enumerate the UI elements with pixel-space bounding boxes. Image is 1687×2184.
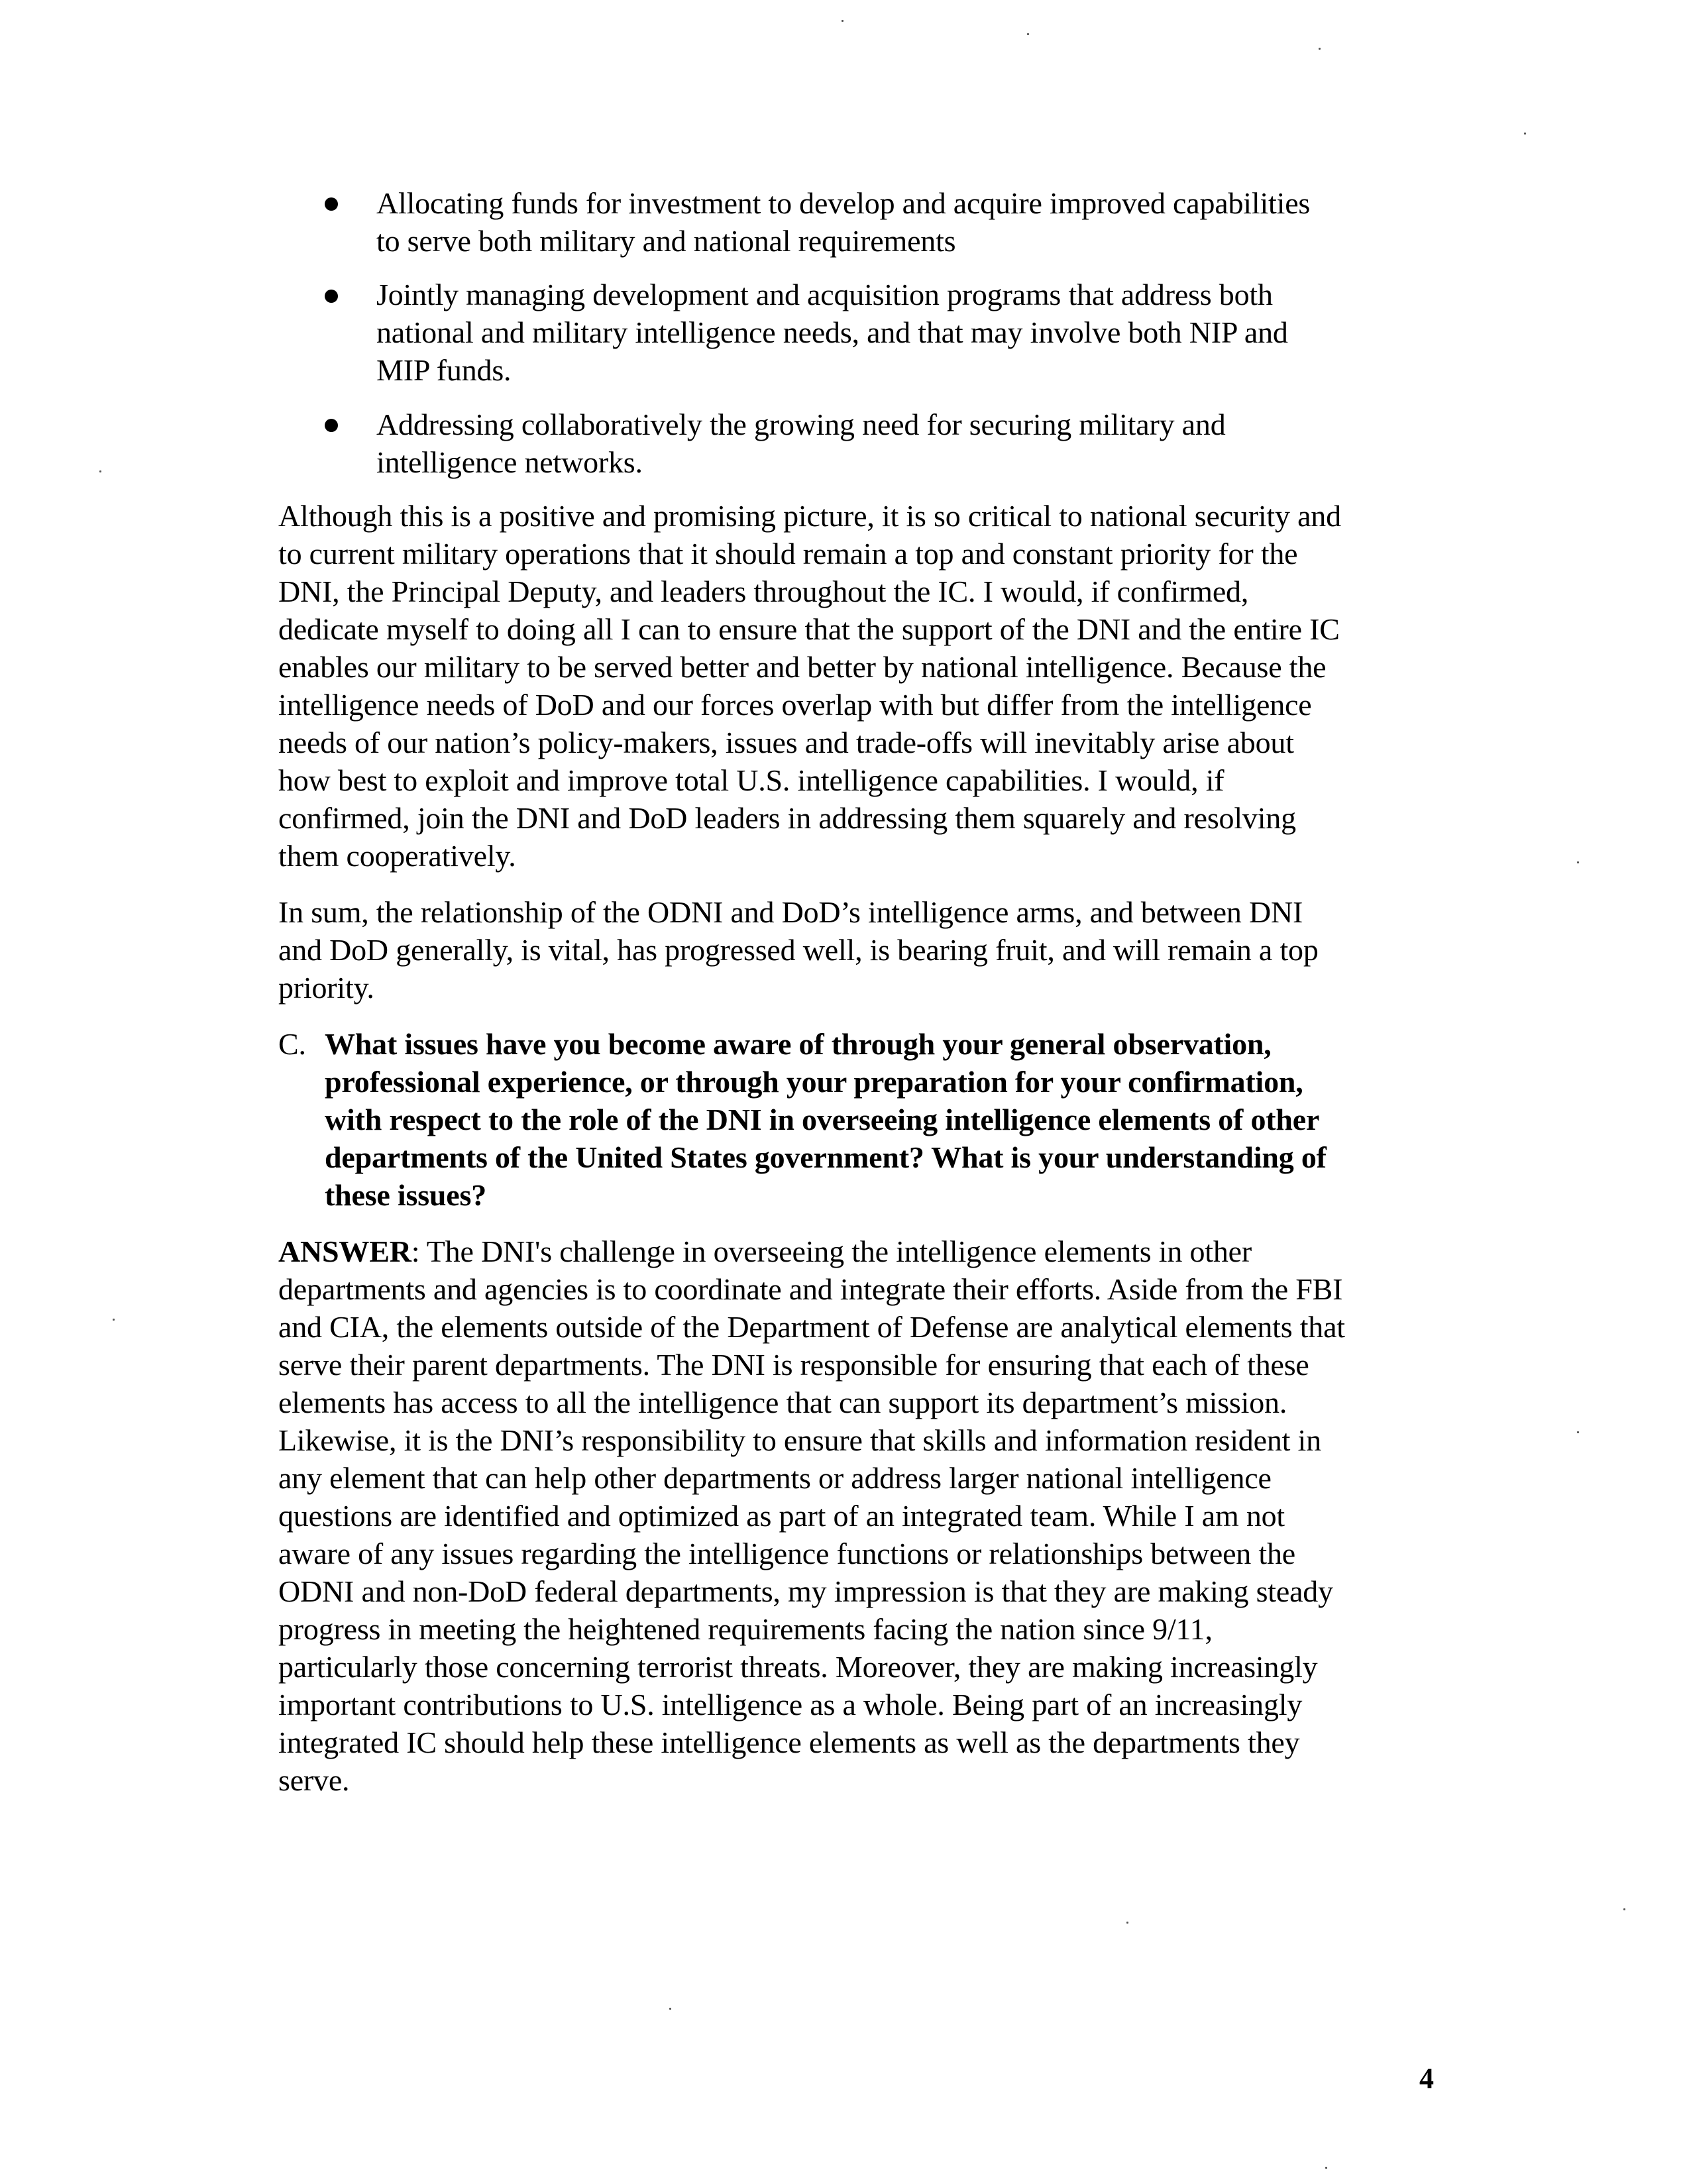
scan-speck (1524, 133, 1526, 135)
answer-first-line (278, 1232, 1252, 1270)
scan-speck (1577, 1431, 1579, 1433)
question-text-line: departments of the United States government? What is your understanding of (325, 1140, 1327, 1174)
paragraph-line: DNI, the Principal Deputy, and leaders throughout the IC. I would, if confirmed, (278, 574, 1249, 608)
question-text-line: What issues have you become aware of through your general observation, (325, 1027, 1272, 1061)
paragraph-line: to current military operations that it should remain a top and constant priority for the (278, 537, 1298, 571)
answer-text-line: Likewise, it is the DNI’s responsibility to ensure that skills and information resident in (278, 1423, 1321, 1457)
paragraph-line: In sum, the relationship of the ODNI and DoD’s intelligence arms, and between DNI (278, 895, 1303, 929)
paragraph-line: enables our military to be served better and better by national intelligence. Because the (278, 650, 1327, 684)
answer-text-line: particularly those concerning terrorist threats. Moreover, they are making increasingly (278, 1650, 1318, 1684)
bullet-text-line: Addressing collaboratively the growing need for securing military and (376, 408, 1226, 441)
bullet-icon (325, 419, 338, 432)
bullet-icon (325, 290, 338, 303)
answer-text-line: serve. (278, 1763, 350, 1797)
paragraph-line: how best to exploit and improve total U.S. intelligence capabilities. I would, if (278, 763, 1224, 797)
answer-text: : The DNI's challenge in overseeing the intelligence elements in other (411, 1234, 1252, 1268)
scan-speck (1027, 33, 1029, 35)
scan-speck (1577, 861, 1579, 863)
paragraph-line: dedicate myself to doing all I can to ensure that the support of the DNI and the entire IC (278, 612, 1340, 646)
page-number: 4 (1419, 2062, 1434, 2095)
answer-text-line: aware of any issues regarding the intelligence functions or relationships between the (278, 1537, 1295, 1570)
bullet-text-line: to serve both military and national requirements (376, 224, 956, 258)
answer-text-line: serve their parent departments. The DNI is responsible for ensuring that each of these (278, 1348, 1309, 1382)
paragraph-line: priority. (278, 971, 374, 1005)
answer-text-line: important contributions to U.S. intelligence as a whole. Being part of an increasingly (278, 1688, 1303, 1721)
question-text-line: with respect to the role of the DNI in overseeing intelligence elements of other (325, 1103, 1320, 1136)
paragraph-line: needs of our nation’s policy-makers, issues and trade-offs will inevitably arise about (278, 726, 1294, 759)
paragraph-line: confirmed, join the DNI and DoD leaders in addressing them squarely and resolving (278, 801, 1296, 835)
scan-speck (1319, 48, 1321, 50)
paragraph-line: Although this is a positive and promising picture, it is so critical to national security and (278, 499, 1341, 533)
scan-speck (1623, 1908, 1625, 1910)
bullet-text-line: intelligence networks. (376, 445, 643, 479)
bullet-text-line: Allocating funds for investment to develop and acquire improved capabilities (376, 186, 1311, 220)
scan-speck (1126, 1922, 1128, 1924)
answer-text-line: progress in meeting the heightened requirements facing the nation since 9/11, (278, 1612, 1213, 1646)
answer-label: ANSWER (278, 1234, 411, 1268)
bullet-text-line: MIP funds. (376, 353, 512, 387)
bullet-icon (325, 197, 338, 211)
question-label: C. (278, 1027, 306, 1061)
question-text-line: these issues? (325, 1178, 487, 1212)
paragraph-line: and DoD generally, is vital, has progressed well, is bearing fruit, and will remain a top (278, 933, 1319, 967)
answer-text-line: ODNI and non-DoD federal departments, my impression is that they are making steady (278, 1574, 1333, 1608)
scan-speck (1325, 2167, 1327, 2169)
paragraph-line: intelligence needs of DoD and our forces overlap with but differ from the intelligence (278, 688, 1312, 722)
paragraph-line: them cooperatively. (278, 839, 516, 873)
answer-text-line: any element that can help other departments or address larger national intelligence (278, 1461, 1272, 1495)
question-text-line: professional experience, or through your preparation for your confirmation, (325, 1065, 1303, 1099)
answer-text-line: questions are identified and optimized as part of an integrated team. While I am not (278, 1499, 1285, 1533)
answer-text-line: departments and agencies is to coordinate and integrate their efforts. Aside from the FBI (278, 1272, 1343, 1306)
bullet-text-line: Jointly managing development and acquisition programs that address both (376, 278, 1273, 311)
bullet-text-line: national and military intelligence needs, and that may involve both NIP and (376, 315, 1288, 349)
scan-speck (113, 1319, 115, 1321)
answer-text-line: integrated IC should help these intelligence elements as well as the departments they (278, 1725, 1300, 1759)
scan-speck (99, 470, 101, 472)
scan-speck (669, 2008, 671, 2010)
scan-speck (842, 20, 844, 22)
answer-text-line: elements has access to all the intelligence that can support its department’s mission. (278, 1386, 1287, 1419)
answer-text-line: and CIA, the elements outside of the Department of Defense are analytical elements that (278, 1310, 1345, 1344)
